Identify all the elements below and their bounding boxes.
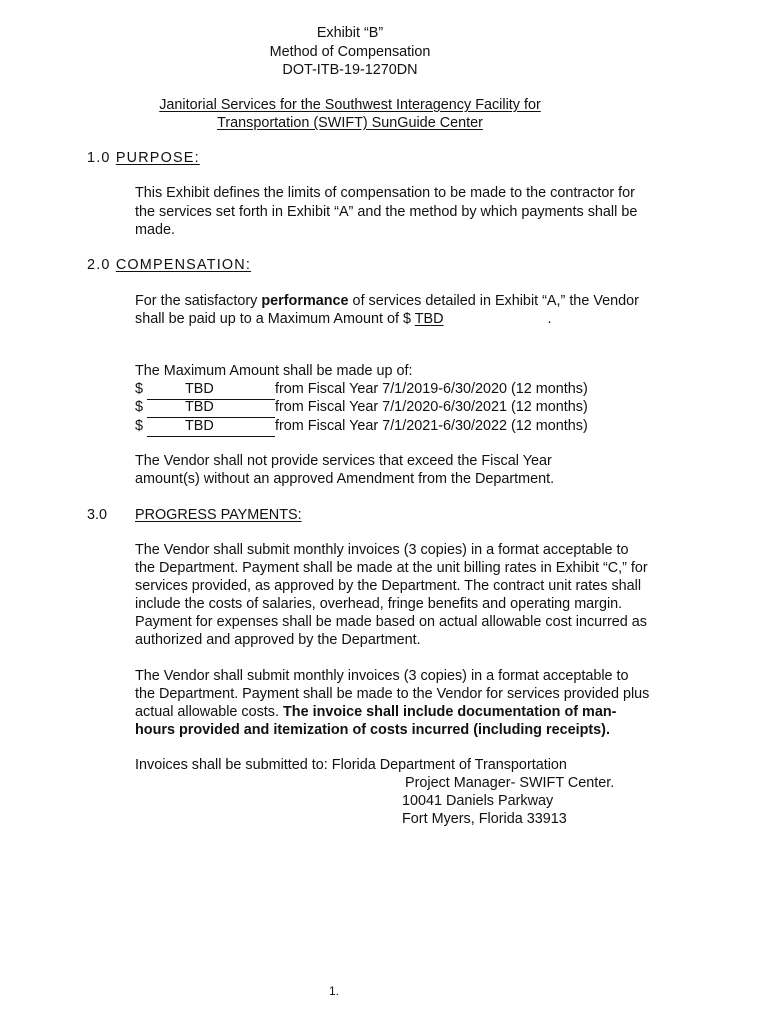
fiscal-note-line: amount(s) without an approved Amendment from the Department.	[135, 471, 555, 487]
progress-para1-line: The Vendor shall submit monthly invoices (3 copies) in a format acceptable to	[135, 542, 629, 558]
progress-para2-line: actual allowable costs. The invoice shall include documentation of man-	[135, 704, 617, 720]
emphasis-performance: performance	[261, 293, 349, 309]
address-line: 10041 Daniels Parkway	[402, 793, 554, 809]
progress-para1-line: include the costs of salaries, overhead, fringe benefits and operating margin.	[135, 596, 623, 612]
section-2-title: COMPENSATION:	[115, 257, 252, 273]
fiscal-year-row: $ TBD from Fiscal Year 7/1/2020-6/30/2021 (12 months)	[135, 399, 588, 418]
address-line: Project Manager- SWIFT Center.	[405, 775, 615, 791]
section-2-number: 2.0	[87, 257, 111, 273]
progress-para2-line: the Department. Payment shall be made to the Vendor for services provided plus	[135, 686, 650, 702]
purpose-line: This Exhibit defines the limits of compensation to be made to the contractor for	[135, 185, 635, 201]
section-2-heading	[87, 257, 251, 275]
section-1-number: 1.0	[87, 150, 111, 166]
fiscal-amount: TBD	[185, 381, 214, 397]
purpose-line: made.	[135, 222, 175, 238]
progress-para1-line: the Department. Payment shall be made at the unit billing rates in Exhibit “C,” for	[135, 560, 648, 576]
maximum-amount-value: TBD	[414, 311, 444, 327]
invoice-requirement-bold: hours provided and itemization of costs incurred (including receipts).	[135, 722, 610, 738]
progress-para1-line: Payment for expenses shall be made based on actual allowable cost incurred as	[135, 614, 647, 630]
fiscal-amount: TBD	[185, 418, 214, 434]
progress-para2-line: The Vendor shall submit monthly invoices (3 copies) in a format acceptable to	[135, 668, 629, 684]
progress-para2-line	[135, 722, 610, 740]
project-title-line1: Janitorial Services for the Southwest Interagency Facility for	[159, 97, 541, 113]
fiscal-year-row: $ TBD from Fiscal Year 7/1/2021-6/30/2022 (12 months)	[135, 418, 588, 437]
maximum-amount-intro: The Maximum Amount shall be made up of:	[135, 363, 413, 379]
maximum-amount-line: shall be paid up to a Maximum Amount of $ TBD .	[135, 311, 552, 327]
section-3-title: PROGRESS PAYMENTS:	[135, 507, 302, 523]
exhibit-title: Exhibit “B”	[316, 25, 384, 41]
compensation-line: For the satisfactory performance of services detailed in Exhibit “A,” the Vendor	[135, 293, 639, 309]
fiscal-amount: TBD	[185, 399, 214, 415]
address-line: Fort Myers, Florida 33913	[402, 811, 567, 827]
fiscal-year-row: $ TBD from Fiscal Year 7/1/2019-6/30/2020 (12 months)	[135, 381, 588, 400]
purpose-line: the services set forth in Exhibit “A” and the method by which payments shall be	[135, 204, 638, 220]
invoice-requirement-bold: The invoice shall include documentation of man-	[282, 704, 617, 720]
section-3-number: 3.0	[87, 507, 108, 523]
document-number: DOT-ITB-19-1270DN	[282, 62, 418, 78]
section-1-heading	[87, 150, 200, 168]
section-1-title: PURPOSE:	[115, 150, 200, 166]
progress-para1-line: authorized and approved by the Department.	[135, 632, 421, 648]
invoice-submission-label: Invoices shall be submitted to: Florida Department of Transportation	[135, 757, 567, 773]
project-title-line2: Transportation (SWIFT) SunGuide Center	[217, 115, 483, 131]
fiscal-note-line: The Vendor shall not provide services that exceed the Fiscal Year	[135, 453, 552, 469]
document-subtitle: Method of Compensation	[269, 44, 431, 60]
page-number: 1.	[329, 984, 340, 998]
progress-para1-line: services provided, as approved by the Department. The contract unit rates shall	[135, 578, 642, 594]
